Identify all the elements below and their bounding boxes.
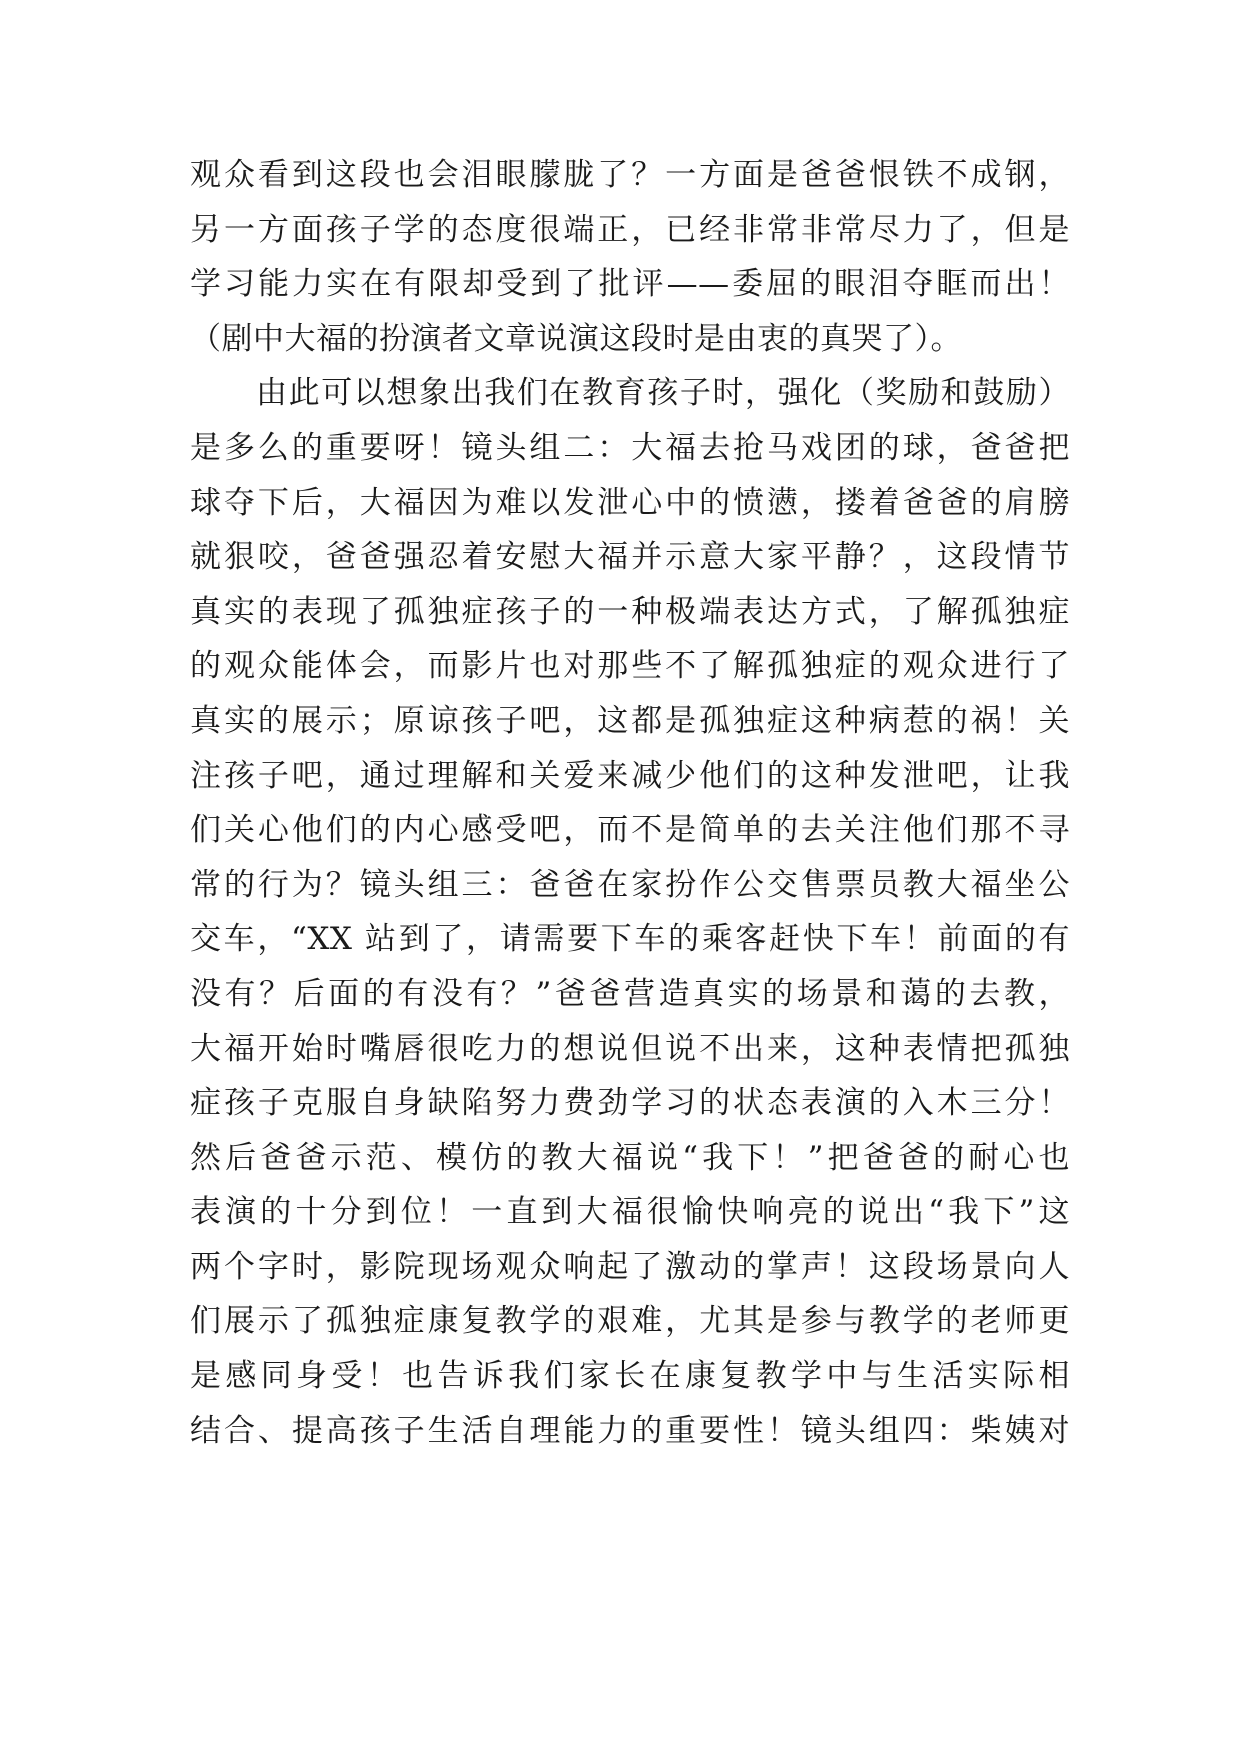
- text-line: 然后爸爸示范、模仿的教大福说“我下！”把爸爸的耐心也: [190, 1139, 1070, 1176]
- text-line: 没有？后面的有没有？”爸爸营造真实的场景和蔼的去教，: [190, 975, 1070, 1012]
- text-line: 观众看到这段也会泪眼朦胧了？一方面是爸爸恨铁不成钢，: [190, 157, 1070, 193]
- paragraph-first-line: 由此可以想象出我们在教育孩子时，强化（奖励和鼓励）: [256, 375, 1070, 412]
- text-line: 就狠咬，爸爸强忍着安慰大福并示意大家平静？，这段情节: [190, 539, 1070, 576]
- text-line: 症孩子克服自身缺陷努力费劲学习的状态表演的入木三分！: [190, 1085, 1070, 1122]
- text-line: 两个字时，影院现场观众响起了激动的掌声！这段场景向人: [190, 1248, 1070, 1285]
- text-line: （剧中大福的扮演者文章说演这段时是由衷的真哭了）。: [190, 320, 962, 357]
- text-line: 学习能力实在有限却受到了批评——委屈的眼泪夺眶而出！: [190, 266, 1070, 303]
- body-text: [190, 148, 1070, 1458]
- text-line: 常的行为？镜头组三：爸爸在家扮作公交售票员教大福坐公: [190, 866, 1070, 903]
- text-line: 是感同身受！也告诉我们家长在康复教学中与生活实际相: [190, 1358, 1070, 1395]
- text-line: 们关心他们的内心感受吧，而不是简单的去关注他们那不寻: [190, 812, 1070, 849]
- text-line: 交车，“XX 站到了，请需要下车的乘客赶快下车！前面的有: [190, 921, 1070, 958]
- text-line: 球夺下后，大福因为难以发泄心中的愤懑，搂着爸爸的肩膀: [190, 484, 1070, 521]
- text-line: 们展示了孤独症康复教学的艰难，尤其是参与教学的老师更: [190, 1303, 1070, 1340]
- text-line: 是多么的重要呀！镜头组二：大福去抢马戏团的球，爸爸把: [190, 429, 1070, 466]
- text-line: 真实的展示；原谅孩子吧，这都是孤独症这种病惹的祸！关: [190, 702, 1070, 739]
- text-line: 的观众能体会，而影片也对那些不了解孤独症的观众进行了: [190, 648, 1070, 685]
- text-line: 大福开始时嘴唇很吃力的想说但说不出来，这种表情把孤独: [190, 1030, 1070, 1067]
- text-line: 结合、提高孩子生活自理能力的重要性！镜头组四：柴姨对: [190, 1412, 1070, 1449]
- text-line: 注孩子吧，通过理解和关爱来减少他们的这种发泄吧，让我: [190, 757, 1070, 794]
- text-line: 另一方面孩子学的态度很端正，已经非常非常尽力了，但是: [190, 211, 1070, 248]
- text-line: 表演的十分到位！一直到大福很愉快响亮的说出“我下”这: [190, 1194, 1070, 1231]
- text-line: 真实的表现了孤独症孩子的一种极端表达方式，了解孤独症: [190, 593, 1070, 630]
